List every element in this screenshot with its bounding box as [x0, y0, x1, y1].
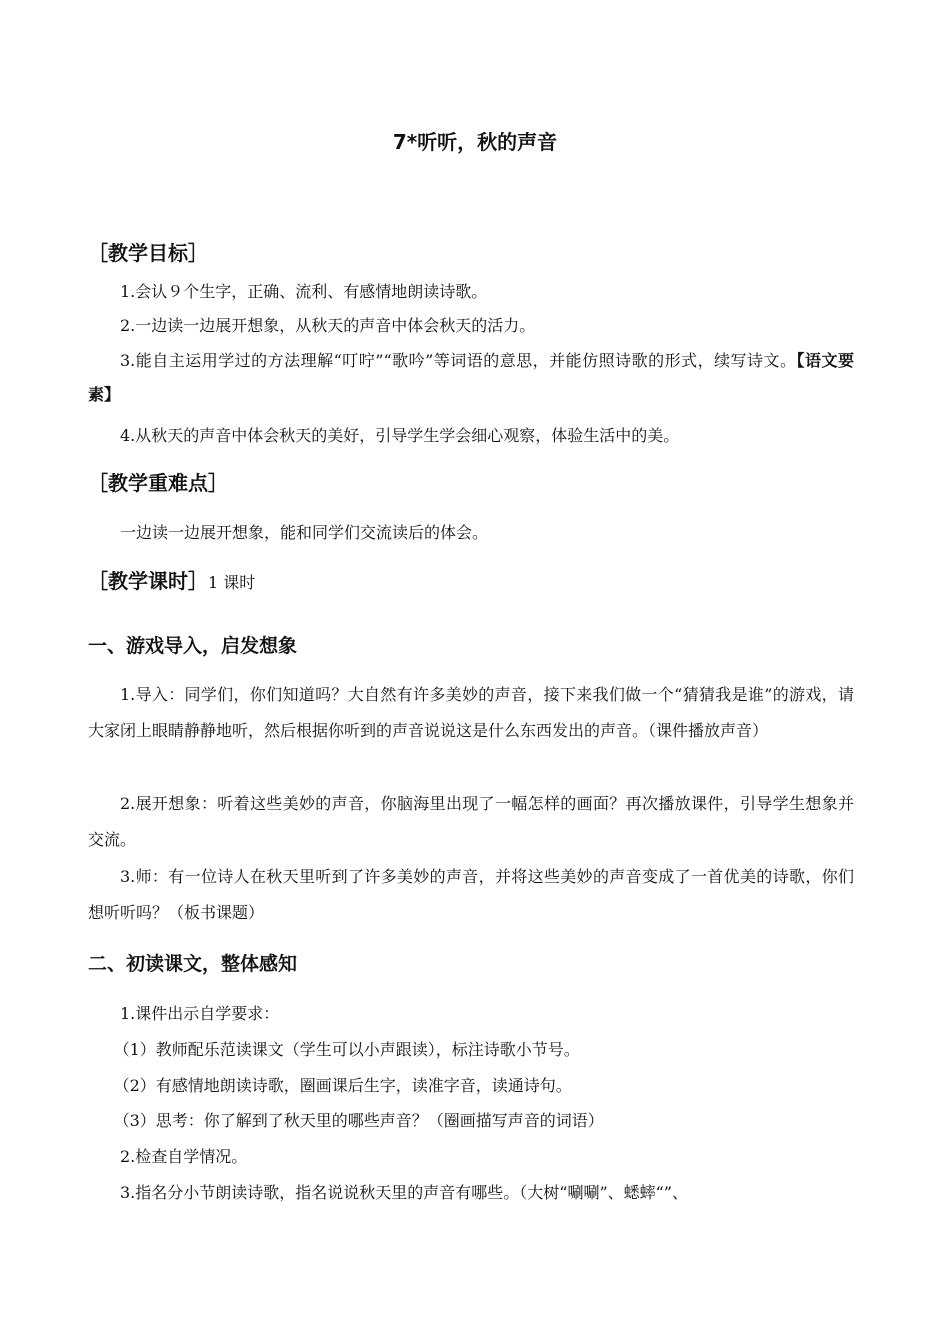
hours-value: 1 课时	[208, 573, 256, 592]
section2-item-2: 2.检查自学情况。	[120, 1147, 248, 1166]
goal-item-3	[88, 344, 854, 412]
hours-heading: ［教学课时］	[88, 569, 208, 593]
section1-item-1: 1.导入：同学们，你们知道吗？大自然有许多美妙的声音，接下来我们做一个“猜猜我是谁”的游戏，请大家闭上眼睛静静地听，然后根据你听到的声音说说这是什么东西发出的声音。（课件播放声音）	[88, 685, 854, 740]
document-title: 7*听听，秋的声音	[392, 130, 558, 154]
hours-row	[88, 566, 255, 598]
section2-item-1-3: （3）思考：你了解到了秋天里的哪些声音？（圈画描写声音的词语）	[113, 1111, 604, 1130]
section2-item-1: 1.课件出示自学要求：	[120, 1004, 280, 1023]
goal-item-4: 4.从秋天的声音中体会秋天的美好，引导学生学会细心观察，体验生活中的美。	[120, 426, 680, 445]
goal-item-3-text: 3.能自主运用学过的方法理解“叮咛”“歌吟”等词语的意思，并能仿照诗歌的形式，续写诗文。	[120, 351, 797, 370]
goal-item-2: 2.一边读一边展开想象，从秋天的声音中体会秋天的活力。	[120, 316, 536, 335]
key-points-text: 一边读一边展开想象，能和同学们交流读后的体会。	[120, 523, 489, 542]
goals-heading: ［教学目标］	[88, 241, 208, 265]
goal-item-3-tag: 【语文要素】	[88, 351, 854, 404]
section2-item-3: 3.指名分小节朗读诗歌，指名说说秋天里的声音有哪些。（大树“唰唰”、蟋蟀“”、	[120, 1183, 688, 1202]
section1-heading: 一、游戏导入，启发想象	[88, 635, 298, 657]
section2-item-1-2: （2）有感情地朗读诗歌，圈画课后生字，读准字音，读通诗句。	[113, 1076, 572, 1095]
section1-item-2: 2.展开想象：听着这些美妙的声音，你脑海里出现了一幅怎样的画面？再次播放课件，引导学生想象并交流。	[88, 794, 854, 849]
key-points-heading: ［教学重难点］	[88, 471, 228, 495]
section2-item-1-1: （1）教师配乐范读课文（学生可以小声跟读），标注诗歌小节号。	[113, 1040, 580, 1059]
goal-item-1: 1.会认９个生字，正确、流利、有感情地朗读诗歌。	[120, 282, 488, 301]
section1-item-3: 3.师：有一位诗人在秋天里听到了许多美妙的声音，并将这些美妙的声音变成了一首优美的诗歌，你们想听听吗？（板书课题）	[88, 867, 854, 922]
section2-heading: 二、初读课文，整体感知	[88, 953, 298, 975]
